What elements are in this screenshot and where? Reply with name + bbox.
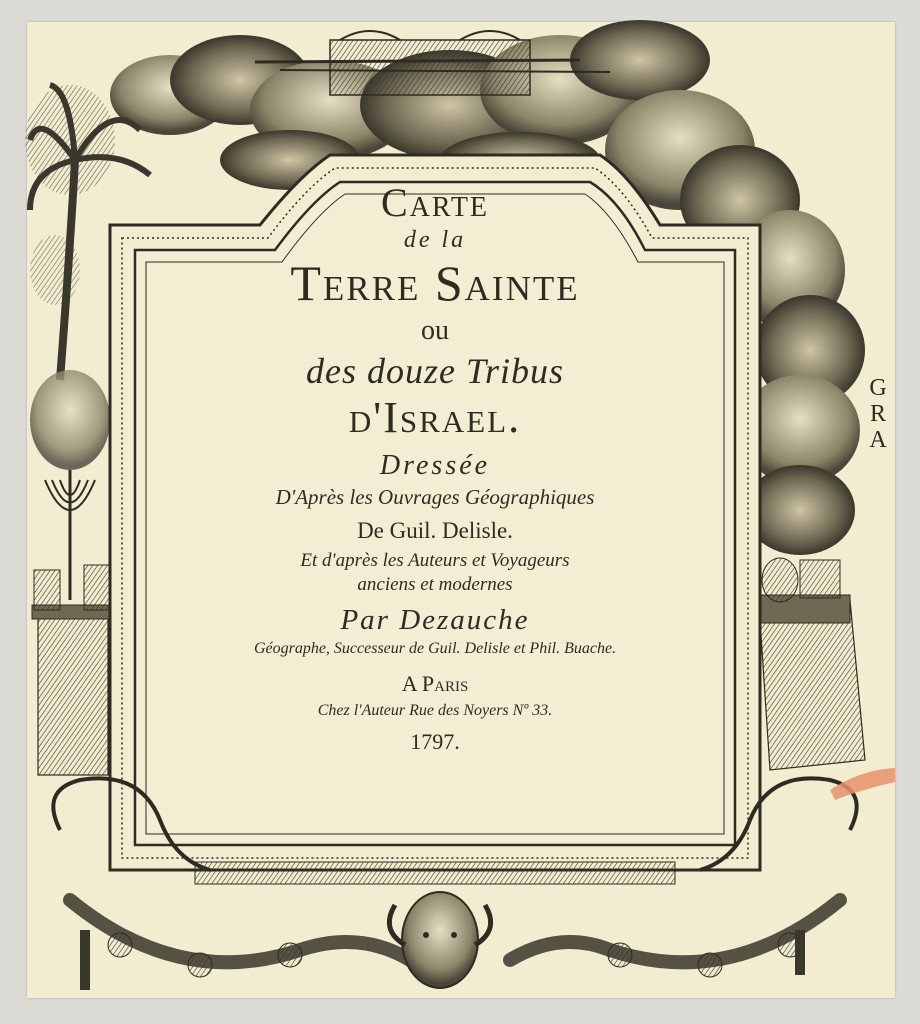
author-dezauche: Par Dezauche: [340, 603, 530, 636]
incense-altar: [755, 558, 865, 770]
title-terre-sainte: Terre Sainte: [290, 255, 580, 312]
dressee-label: Dressée: [379, 450, 491, 482]
author-credentials: Géographe, Successeur de Guil. Delisle et Phil. Buache.: [253, 639, 617, 657]
map-edge-text: GRA: [865, 375, 891, 453]
publisher-address: Chez l'Auteur Rue des Noyers Nº 33.: [317, 701, 553, 719]
publisher-city: A Paris: [401, 670, 469, 696]
author-delisle: De Guil. Delisle.: [357, 517, 513, 543]
title-israel: d'Israel.: [348, 392, 522, 442]
title-douze-tribus: des douze Tribus: [305, 351, 565, 392]
sources-ancient-modern: anciens et modernes: [357, 573, 513, 595]
title-cartouche: [150, 176, 720, 753]
title-de-la: de la: [403, 227, 467, 253]
publication-year: 1797.: [410, 728, 460, 754]
title-ou: ou: [421, 314, 449, 346]
title-carte: Carte: [380, 180, 490, 225]
map-edge-lettering: [856, 375, 891, 468]
menorah-altar: [32, 470, 114, 775]
sources-authors: Et d'après les Auteurs et Voyageurs: [300, 549, 570, 571]
source-line: D'Après les Ouvrages Géographiques: [275, 485, 595, 510]
